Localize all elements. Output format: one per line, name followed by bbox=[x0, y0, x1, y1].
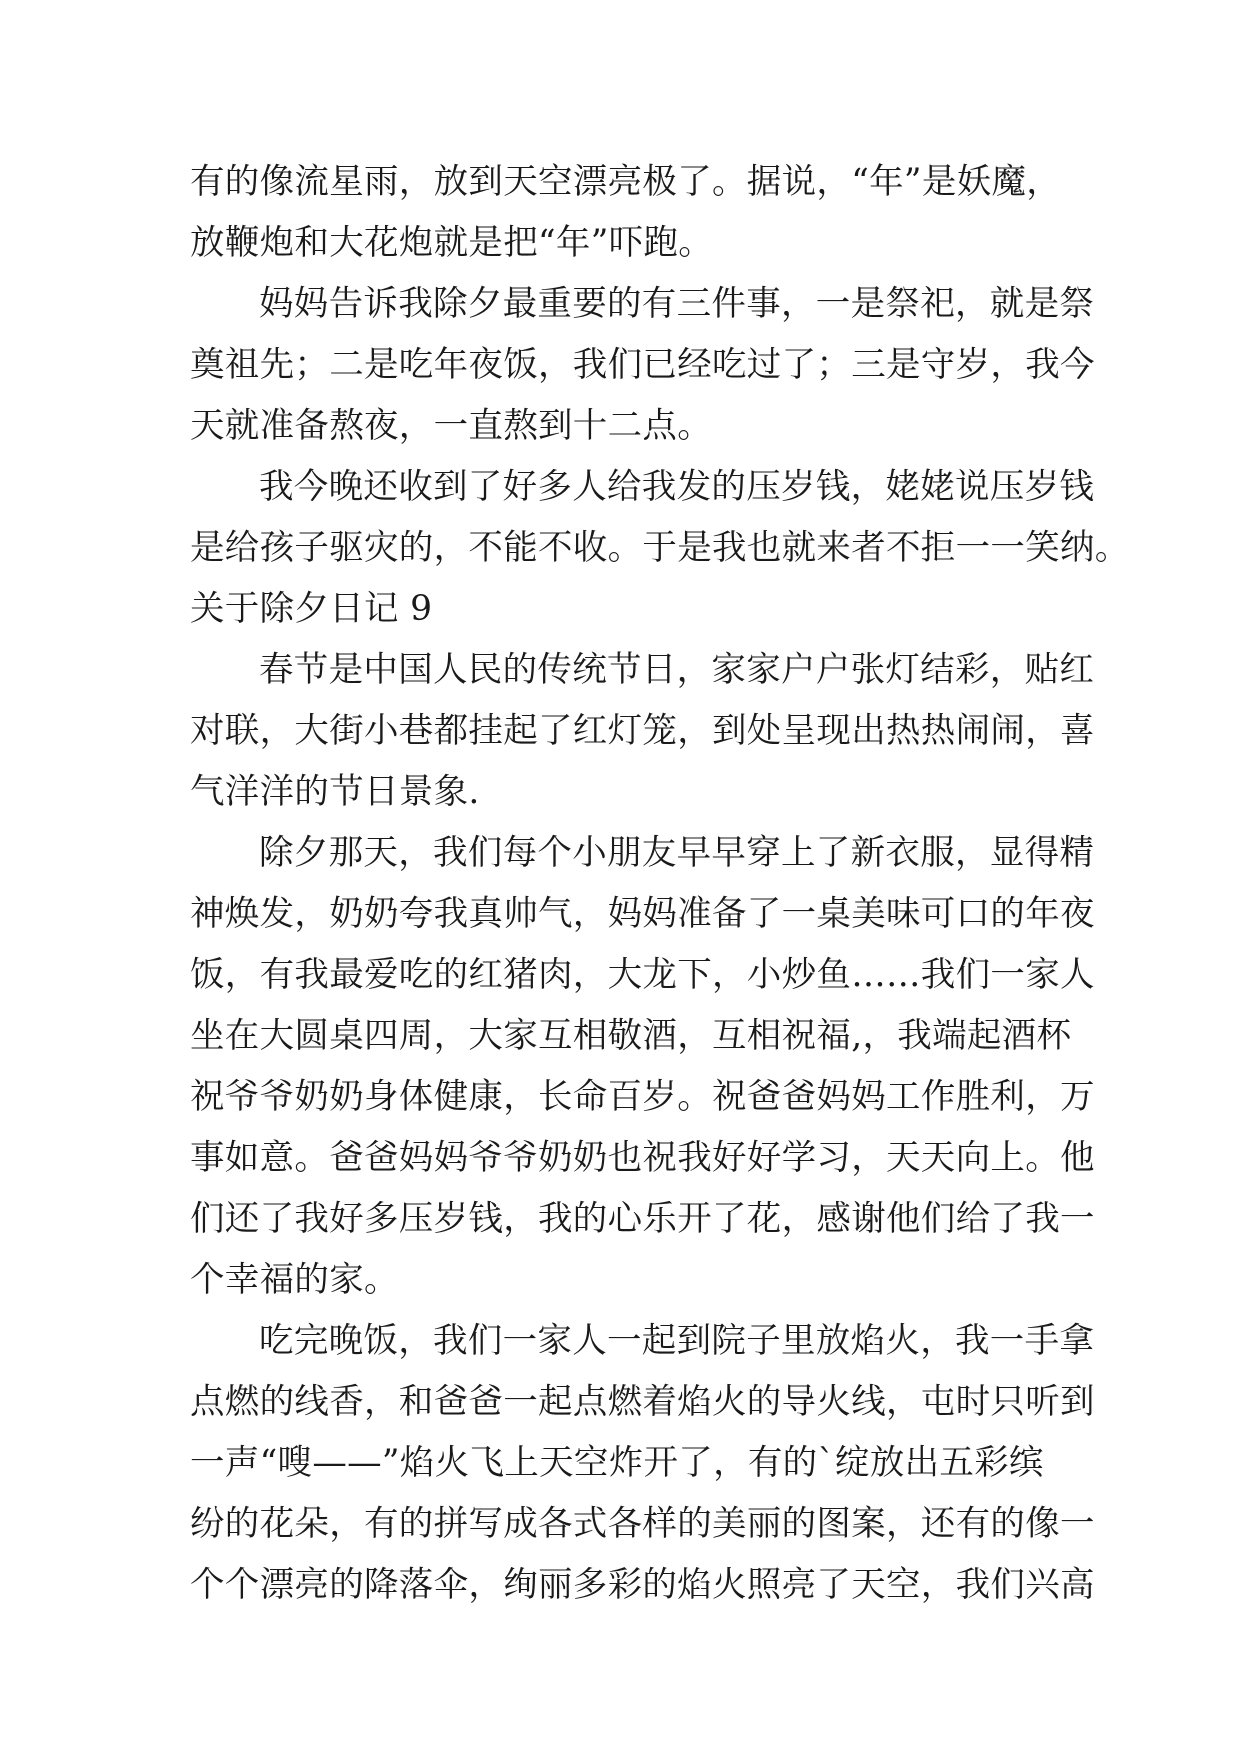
document-body bbox=[190, 152, 1130, 1616]
paragraph-start-line: 春节是中国人民的传统节日，家家户户张灯结彩，贴红 bbox=[259, 650, 1095, 690]
text-line: 事如意。爸爸妈妈爷爷奶奶也祝我好好学习，天天向上。他 bbox=[190, 1138, 1095, 1178]
text-line: 气洋洋的节日景象. bbox=[190, 772, 480, 812]
text-line: 饭，有我最爱吃的红猪肉，大龙下，小炒鱼……我们一家人 bbox=[190, 955, 1095, 995]
text-line: 点燃的线香，和爸爸一起点燃着焰火的导火线，屯时只听到 bbox=[190, 1382, 1095, 1422]
paragraph-start-line: 除夕那天，我们每个小朋友早早穿上了新衣服，显得精 bbox=[259, 833, 1095, 873]
text-line: 祝爷爷奶奶身体健康，长命百岁。祝爸爸妈妈工作胜利，万 bbox=[190, 1077, 1095, 1117]
paragraph-start-line: 妈妈告诉我除夕最重要的有三件事，一是祭祀，就是祭 bbox=[259, 284, 1095, 324]
section-heading: 关于除夕日记 9 bbox=[190, 589, 433, 629]
text-line: 放鞭炮和大花炮就是把“年”吓跑。 bbox=[190, 223, 714, 263]
text-line: 一声“嗖——”焰火飞上天空炸开了，有的`绽放出五彩缤 bbox=[190, 1443, 1044, 1483]
text-line: 神焕发，奶奶夸我真帅气，妈妈准备了一桌美味可口的年夜 bbox=[190, 894, 1095, 934]
text-line: 天就准备熬夜，一直熬到十二点。 bbox=[190, 406, 712, 446]
text-line: 对联，大街小巷都挂起了红灯笼，到处呈现出热热闹闹，喜 bbox=[190, 711, 1095, 751]
text-line: 坐在大圆桌四周，大家互相敬酒，互相祝福,，我端起酒杯 bbox=[190, 1016, 1072, 1056]
text-line: 们还了我好多压岁钱，我的心乐开了花，感谢他们给了我一 bbox=[190, 1199, 1095, 1239]
paragraph-start-line: 吃完晚饭，我们一家人一起到院子里放焰火，我一手拿 bbox=[259, 1321, 1095, 1361]
text-line: 个幸福的家。 bbox=[190, 1260, 399, 1300]
text-line: 奠祖先；二是吃年夜饭，我们已经吃过了；三是守岁，我今 bbox=[190, 345, 1095, 385]
text-line: 纷的花朵，有的拼写成各式各样的美丽的图案，还有的像一 bbox=[190, 1504, 1095, 1544]
text-line: 个个漂亮的降落伞，绚丽多彩的焰火照亮了天空，我们兴高 bbox=[190, 1565, 1095, 1605]
text-line: 有的像流星雨，放到天空漂亮极了。据说，“年”是妖魔， bbox=[190, 162, 1062, 202]
text-line: 是给孩子驱灾的，不能不收。于是我也就来者不拒一一笑纳。 bbox=[190, 528, 1130, 568]
paragraph-start-line: 我今晚还收到了好多人给我发的压岁钱，姥姥说压岁钱 bbox=[259, 467, 1095, 507]
